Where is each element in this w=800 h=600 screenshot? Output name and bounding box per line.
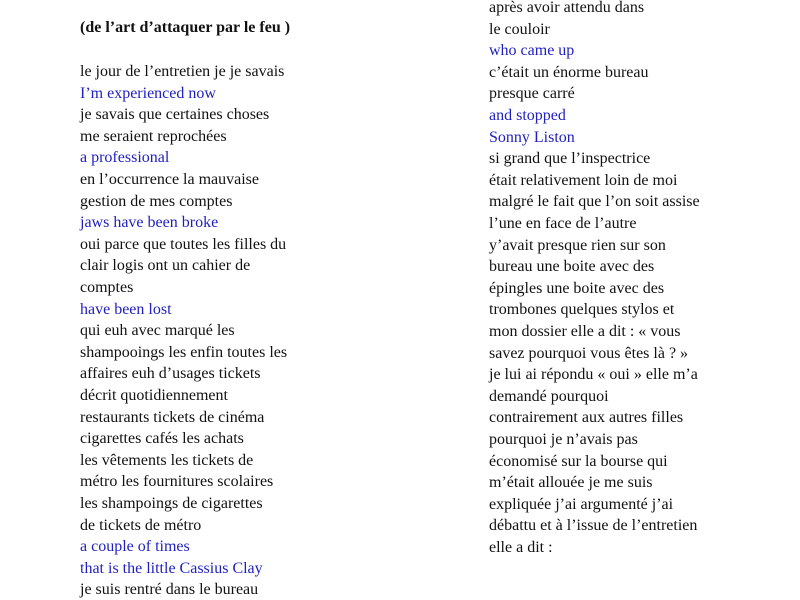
english-line: Sonny Liston	[489, 128, 575, 146]
verse-line: savez pourquoi vous êtes là ? »	[489, 344, 689, 362]
verse-line: y’avait presque rien sur son	[489, 236, 666, 254]
verse-line: en l’occurrence la mauvaise	[80, 171, 260, 188]
verse-line: shampooings les enfin toutes les	[80, 343, 288, 361]
verse-line: de tickets de métro	[80, 516, 202, 534]
verse-line: cigarettes cafés les achats	[80, 430, 244, 448]
english-line: that is the little Cassius Clay	[80, 559, 263, 577]
verse-line: malgré le fait que l’on soit assise	[489, 193, 700, 211]
english-line: I’m experienced now	[80, 84, 216, 102]
verse-line: m’était allouée je me suis	[489, 474, 653, 492]
verse-line: demandé pourquoi	[489, 387, 609, 405]
verse-line: bureau une boite avec des	[489, 258, 655, 276]
verse-line: elle a dit :	[489, 539, 553, 556]
verse-line: les vêtements les tickets de	[80, 451, 254, 469]
english-line: who came up	[489, 42, 575, 60]
verse-line: comptes	[80, 279, 134, 296]
verse-line: métro les fournitures scolaires	[80, 473, 274, 491]
verse-line: je lui ai répondu « oui » elle m’a	[489, 366, 698, 384]
verse-line: contrairement aux autres filles	[489, 409, 684, 427]
verse-line: économisé sur la bourse qui	[489, 452, 668, 470]
verse-line: décrit quotidiennement	[80, 387, 228, 404]
verse-line: c’était un énorme bureau	[489, 63, 649, 81]
verse-line: si grand que l’inspectrice	[489, 150, 651, 168]
verse-line: les shampoings de cigarettes	[80, 495, 263, 512]
english-line: a professional	[80, 149, 170, 167]
verse-line: je savais que certaines choses	[80, 106, 270, 124]
english-line: and stopped	[489, 107, 566, 124]
verse-line: le jour de l’entretien je je savais	[80, 63, 285, 80]
verse-line: débattu et à l’issue de l’entretien	[489, 517, 698, 535]
english-line: jaws have been broke	[80, 214, 219, 232]
verse-line: presque carré	[489, 85, 575, 103]
verse-line: gestion de mes comptes	[80, 192, 233, 210]
verse-line: expliquée j’ai argumenté j’ai	[489, 495, 674, 513]
verse-line: clair logis ont un cahier de	[80, 257, 251, 275]
verse-line: après avoir attendu dans	[489, 0, 645, 16]
verse-line: restaurants tickets de cinéma	[80, 408, 265, 426]
poem-title: (de l’art d’attaquer par le feu )	[80, 19, 291, 36]
verse-line: pourquoi je n’avais pas	[489, 431, 638, 448]
verse-line: mon dossier elle a dit : « vous	[489, 323, 681, 340]
verse-line: affaires euh d’usages tickets	[80, 365, 261, 383]
verse-line: le couloir	[489, 20, 550, 38]
verse-line: qui euh avec marqué les	[80, 322, 235, 340]
verse-line: épingles une boite avec des	[489, 279, 665, 297]
verse-line: je suis rentré dans le bureau	[80, 581, 259, 599]
english-line: a couple of times	[80, 538, 190, 556]
english-line: have been lost	[80, 300, 172, 318]
verse-line: était relativement loin de moi	[489, 171, 678, 189]
verse-line: oui parce que toutes les filles du	[80, 235, 287, 253]
verse-line: trombones quelques stylos et	[489, 301, 675, 319]
verse-line: me seraient reprochées	[80, 127, 227, 145]
verse-line: l’une en face de l’autre	[489, 215, 637, 232]
